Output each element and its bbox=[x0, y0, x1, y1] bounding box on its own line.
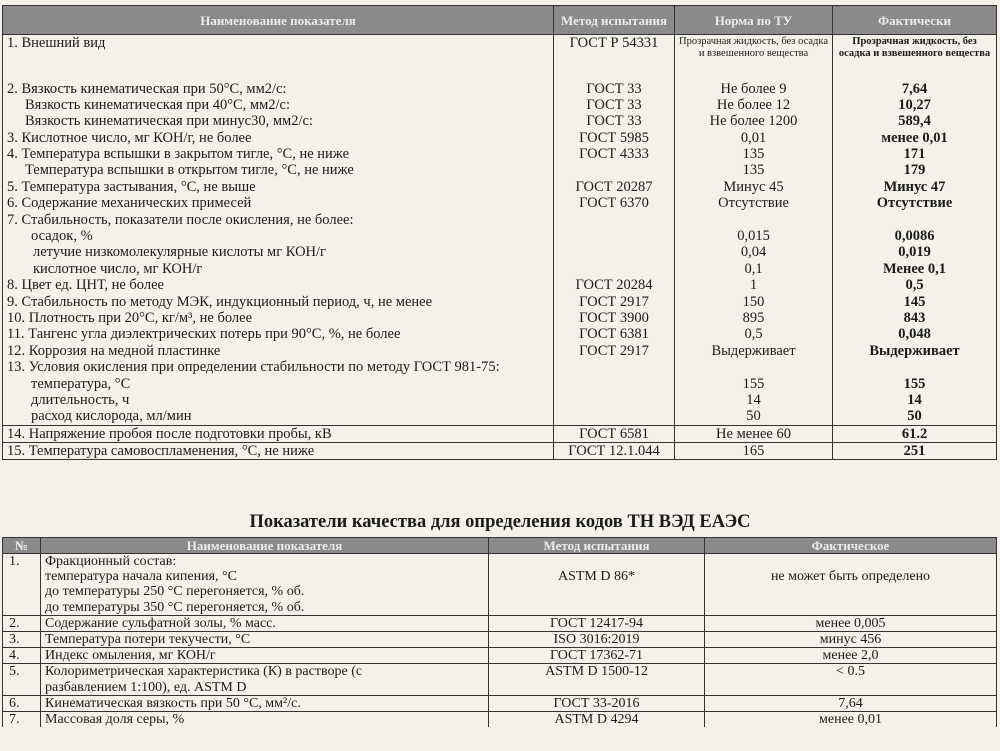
row-actual: менее 0,01 bbox=[705, 711, 997, 727]
row-method: ГОСТ 6370 bbox=[554, 195, 675, 211]
row-name: Температура вспышки в открытом тигле, °С, не ниже bbox=[3, 162, 554, 178]
row-norm: 0,04 bbox=[675, 244, 833, 260]
row-name: 13. Условия окисления при определении стабильности по методу ГОСТ 981-75: bbox=[3, 359, 554, 375]
row-actual: 14 bbox=[833, 392, 997, 408]
row-method bbox=[554, 212, 675, 228]
row-method bbox=[554, 162, 675, 178]
row-method: ГОСТ 2917 bbox=[554, 294, 675, 310]
row-no: 2. bbox=[3, 615, 41, 631]
row-norm: Отсутствие bbox=[675, 195, 833, 211]
row-no: 6. bbox=[3, 695, 41, 711]
row-actual: менее 0,005 bbox=[705, 615, 997, 631]
row-norm: Не более 12 bbox=[675, 97, 833, 113]
row-name: Вязкость кинематическая при минус30, мм2/с: bbox=[3, 113, 554, 129]
row-name: Индекс омыления, мг КОН/г bbox=[41, 648, 489, 664]
row-method: ГОСТ Р 54331 bbox=[554, 35, 675, 81]
row-norm: 135 bbox=[675, 162, 833, 178]
table-row bbox=[3, 228, 997, 244]
row-name: Вязкость кинематическая при 40°С, мм2/с: bbox=[3, 97, 554, 113]
row-norm: Прозрачная жидкость, без осадка и взвешенного вещества bbox=[675, 35, 833, 81]
table-row bbox=[3, 408, 997, 425]
table-row bbox=[3, 212, 997, 228]
row-actual: 10,27 bbox=[833, 97, 997, 113]
row-no: 1. bbox=[3, 554, 41, 570]
row-actual: < 0.5 bbox=[705, 664, 997, 680]
row-name: расход кислорода, мл/мин bbox=[3, 408, 554, 425]
row-norm: 0,01 bbox=[675, 130, 833, 146]
table-header-row bbox=[3, 538, 997, 554]
row-actual: 0,0086 bbox=[833, 228, 997, 244]
row-norm: Не менее 60 bbox=[675, 425, 833, 442]
row-norm: 14 bbox=[675, 392, 833, 408]
row-method: ГОСТ 4333 bbox=[554, 146, 675, 162]
table-header-row bbox=[3, 6, 997, 35]
table-row bbox=[3, 615, 997, 631]
row-actual: 251 bbox=[833, 443, 997, 460]
table-row bbox=[3, 261, 997, 277]
row-actual bbox=[705, 584, 997, 599]
row-no: 3. bbox=[3, 631, 41, 647]
table-row bbox=[3, 359, 997, 375]
row-actual: 0,5 bbox=[833, 277, 997, 293]
row-actual: 7,64 bbox=[833, 81, 997, 97]
row-name: разбавлением 1:100), ед. ASTM D bbox=[41, 680, 489, 696]
row-actual: Прозрачная жидкость, без осадка и взвешенного вещества bbox=[833, 35, 997, 81]
row-actual: 843 bbox=[833, 310, 997, 326]
row-actual: минус 456 bbox=[705, 631, 997, 647]
header-no: № bbox=[3, 538, 41, 554]
row-actual: менее 0,01 bbox=[833, 130, 997, 146]
row-norm: 1 bbox=[675, 277, 833, 293]
row-method bbox=[554, 392, 675, 408]
row-norm bbox=[675, 359, 833, 375]
row-actual: 171 bbox=[833, 146, 997, 162]
row-method bbox=[489, 680, 705, 696]
row-method: ASTM D 4294 bbox=[489, 711, 705, 727]
row-name: 9. Стабильность по методу МЭК, индукционный период, ч, не менее bbox=[3, 294, 554, 310]
row-name: температура начала кипения, °С bbox=[41, 569, 489, 584]
table-row bbox=[3, 277, 997, 293]
row-method bbox=[554, 376, 675, 392]
row-norm: 895 bbox=[675, 310, 833, 326]
row-name: кислотное число, мг КОН/г bbox=[3, 261, 554, 277]
row-name: 5. Температура застывания, °С, не выше bbox=[3, 179, 554, 195]
row-method: ГОСТ 20284 bbox=[554, 277, 675, 293]
table-row bbox=[3, 664, 997, 680]
table-row bbox=[3, 130, 997, 146]
row-method: ГОСТ 33 bbox=[554, 81, 675, 97]
row-name: 7. Стабильность, показатели после окисления, не более: bbox=[3, 212, 554, 228]
row-no: 4. bbox=[3, 648, 41, 664]
header-name: Наименование показателя bbox=[3, 6, 554, 35]
table-row bbox=[3, 113, 997, 129]
row-method bbox=[554, 244, 675, 260]
row-norm: Не более 9 bbox=[675, 81, 833, 97]
row-name: 10. Плотность при 20°С, кг/м³, не более bbox=[3, 310, 554, 326]
table-row bbox=[3, 695, 997, 711]
row-actual: 155 bbox=[833, 376, 997, 392]
tn-ved-table bbox=[2, 537, 997, 727]
table-row bbox=[3, 97, 997, 113]
row-no: 5. bbox=[3, 664, 41, 680]
row-name: Фракционный состав: bbox=[41, 554, 489, 570]
table-row bbox=[3, 584, 997, 599]
table-row bbox=[3, 425, 997, 442]
row-method: ГОСТ 3900 bbox=[554, 310, 675, 326]
row-norm: 155 bbox=[675, 376, 833, 392]
row-name: осадок, % bbox=[3, 228, 554, 244]
table-row bbox=[3, 343, 997, 359]
row-method: ГОСТ 17362-71 bbox=[489, 648, 705, 664]
row-name: Кинематическая вязкость при 50 °С, мм²/с. bbox=[41, 695, 489, 711]
row-norm: Не более 1200 bbox=[675, 113, 833, 129]
row-norm: Выдерживает bbox=[675, 343, 833, 359]
table-row bbox=[3, 179, 997, 195]
section-heading: Показатели качества для определения кодов ТН ВЭД ЕАЭС bbox=[249, 512, 751, 532]
row-method: ГОСТ 6581 bbox=[554, 425, 675, 442]
row-norm: 0,5 bbox=[675, 326, 833, 342]
row-name: до температуры 350 °С перегоняется, % об. bbox=[41, 600, 489, 616]
table-row bbox=[3, 443, 997, 460]
row-method: ГОСТ 12417-94 bbox=[489, 615, 705, 631]
header-norm: Норма по ТУ bbox=[675, 6, 833, 35]
row-method: ГОСТ 2917 bbox=[554, 343, 675, 359]
row-name: температура, °С bbox=[3, 376, 554, 392]
row-name: 2. Вязкость кинематическая при 50°С, мм2/с: bbox=[3, 81, 554, 97]
header-method: Метод испытания bbox=[554, 6, 675, 35]
row-method: ISO 3016:2019 bbox=[489, 631, 705, 647]
row-method: ГОСТ 6381 bbox=[554, 326, 675, 342]
row-name: летучие низкомолекулярные кислоты мг КОН/г bbox=[3, 244, 554, 260]
row-name: Температура потери текучести, °С bbox=[41, 631, 489, 647]
row-method bbox=[489, 600, 705, 616]
row-actual: Выдерживает bbox=[833, 343, 997, 359]
table-row bbox=[3, 648, 997, 664]
row-actual: 179 bbox=[833, 162, 997, 178]
header-actual: Фактически bbox=[833, 6, 997, 35]
row-method: ASTM D 86* bbox=[489, 569, 705, 584]
row-name: длительность, ч bbox=[3, 392, 554, 408]
row-actual: 145 bbox=[833, 294, 997, 310]
row-method: ГОСТ 5985 bbox=[554, 130, 675, 146]
table-row bbox=[3, 711, 997, 727]
row-method bbox=[489, 584, 705, 599]
row-no bbox=[3, 680, 41, 696]
row-name: 1. Внешний вид bbox=[3, 35, 554, 81]
row-norm: 50 bbox=[675, 408, 833, 425]
row-method bbox=[554, 228, 675, 244]
table-row bbox=[3, 326, 997, 342]
row-name: 15. Температура самовоспламенения, °С, не ниже bbox=[3, 443, 554, 460]
header-method: Метод испытания bbox=[489, 538, 705, 554]
row-actual: менее 2,0 bbox=[705, 648, 997, 664]
table-row bbox=[3, 35, 997, 81]
row-name: 6. Содержание механических примесей bbox=[3, 195, 554, 211]
row-name: Содержание сульфатной золы, % масс. bbox=[41, 615, 489, 631]
row-name: 14. Напряжение пробоя после подготовки пробы, кВ bbox=[3, 425, 554, 442]
row-name: Массовая доля серы, % bbox=[41, 711, 489, 727]
row-no bbox=[3, 569, 41, 584]
row-actual: 50 bbox=[833, 408, 997, 425]
row-name: 8. Цвет ед. ЦНТ, не более bbox=[3, 277, 554, 293]
row-no: 7. bbox=[3, 711, 41, 727]
table-row bbox=[3, 310, 997, 326]
row-norm bbox=[675, 212, 833, 228]
row-name: 12. Коррозия на медной пластинке bbox=[3, 343, 554, 359]
row-actual bbox=[705, 554, 997, 570]
row-actual bbox=[833, 359, 997, 375]
row-actual: Отсутствие bbox=[833, 195, 997, 211]
row-method: ASTM D 1500-12 bbox=[489, 664, 705, 680]
row-actual: Менее 0,1 bbox=[833, 261, 997, 277]
row-norm: 0,1 bbox=[675, 261, 833, 277]
row-method bbox=[554, 261, 675, 277]
table-row bbox=[3, 392, 997, 408]
table-row bbox=[3, 631, 997, 647]
header-actual: Фактическое bbox=[705, 538, 997, 554]
table-row bbox=[3, 195, 997, 211]
table-row bbox=[3, 146, 997, 162]
row-method: ГОСТ 33-2016 bbox=[489, 695, 705, 711]
row-method: ГОСТ 33 bbox=[554, 113, 675, 129]
row-actual bbox=[833, 212, 997, 228]
row-method: ГОСТ 20287 bbox=[554, 179, 675, 195]
row-method bbox=[554, 408, 675, 425]
table-row bbox=[3, 162, 997, 178]
table-row bbox=[3, 554, 997, 570]
table-row bbox=[3, 376, 997, 392]
row-actual: Минус 47 bbox=[833, 179, 997, 195]
row-name: до температуры 250 °С перегоняется, % об. bbox=[41, 584, 489, 599]
row-norm: 0,015 bbox=[675, 228, 833, 244]
row-no bbox=[3, 600, 41, 616]
table-row bbox=[3, 600, 997, 616]
table-row bbox=[3, 294, 997, 310]
row-method: ГОСТ 33 bbox=[554, 97, 675, 113]
row-method bbox=[554, 359, 675, 375]
row-no bbox=[3, 584, 41, 599]
quality-table bbox=[2, 5, 997, 460]
row-norm: Минус 45 bbox=[675, 179, 833, 195]
header-name: Наименование показателя bbox=[41, 538, 489, 554]
table-row bbox=[3, 680, 997, 696]
row-name: 3. Кислотное число, мг КОН/г, не более bbox=[3, 130, 554, 146]
row-name: 11. Тангенс угла диэлектрических потерь при 90°С, %, не более bbox=[3, 326, 554, 342]
row-actual: 589,4 bbox=[833, 113, 997, 129]
row-norm: 165 bbox=[675, 443, 833, 460]
row-actual: 7,64 bbox=[705, 695, 997, 711]
row-actual bbox=[705, 680, 997, 696]
row-actual: 0,048 bbox=[833, 326, 997, 342]
table-row bbox=[3, 244, 997, 260]
row-name: 4. Температура вспышки в закрытом тигле, °С, не ниже bbox=[3, 146, 554, 162]
row-norm: 135 bbox=[675, 146, 833, 162]
row-norm: 150 bbox=[675, 294, 833, 310]
row-actual: 0,019 bbox=[833, 244, 997, 260]
row-name: Колориметрическая характеристика (К) в растворе (с bbox=[41, 664, 489, 680]
row-method: ГОСТ 12.1.044 bbox=[554, 443, 675, 460]
row-actual bbox=[705, 600, 997, 616]
row-method bbox=[489, 554, 705, 570]
table-row bbox=[3, 81, 997, 97]
table-row bbox=[3, 569, 997, 584]
row-actual: не может быть определено bbox=[705, 569, 997, 584]
row-actual: 61.2 bbox=[833, 425, 997, 442]
